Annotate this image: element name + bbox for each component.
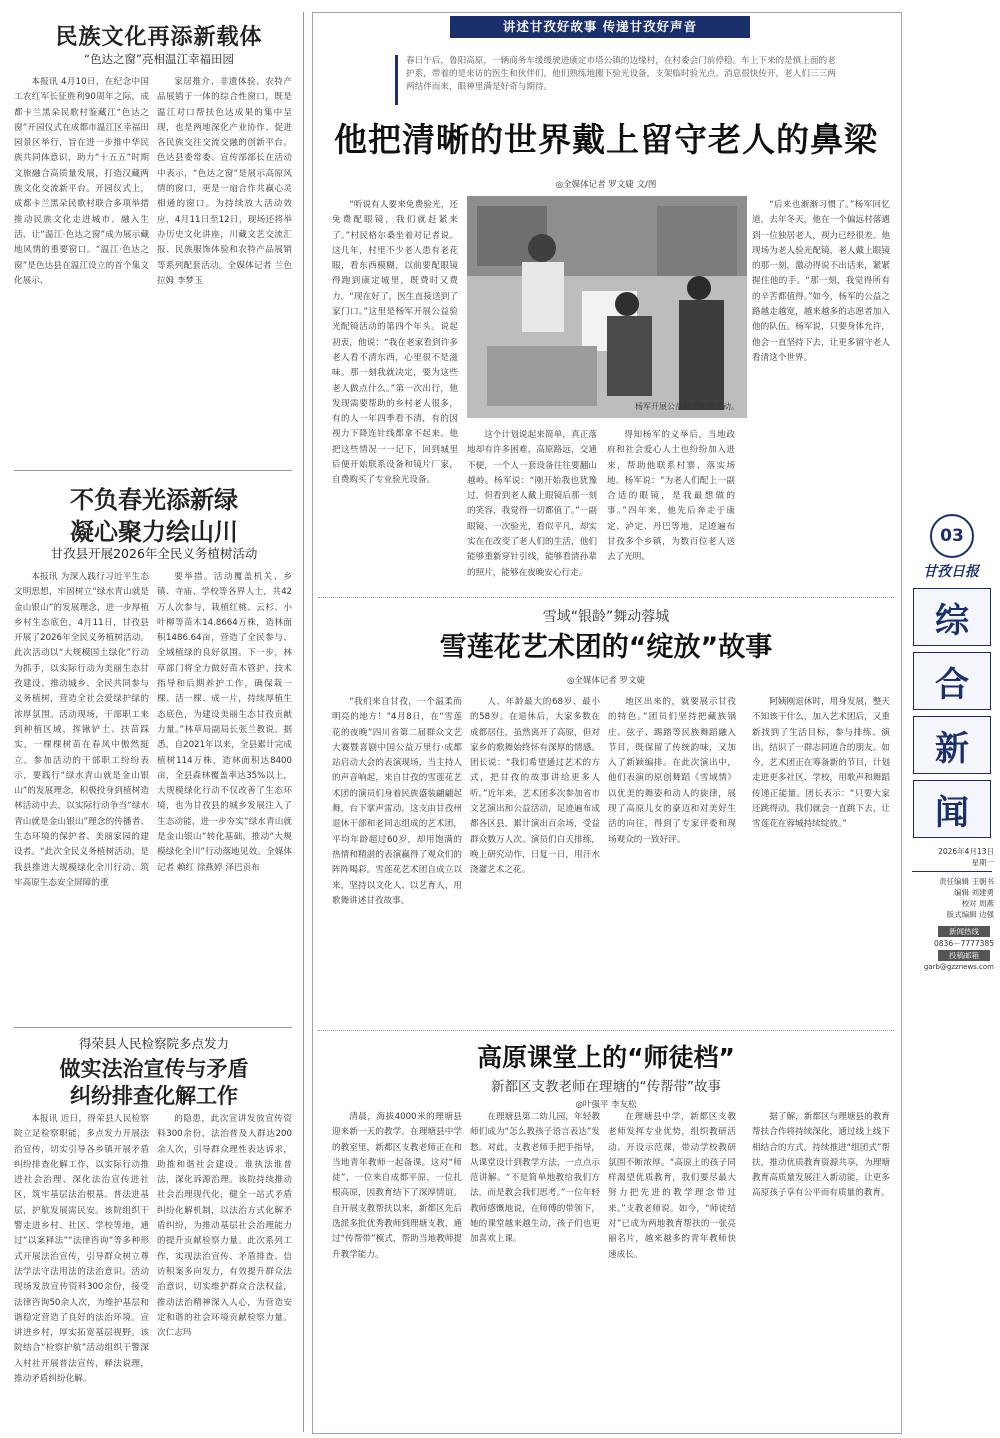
story3-byline: ◎叶强平 李友松 (575, 1100, 637, 1110)
article-body-col1: 本报讯 近日，得荣县人民检察院立足检察职能，多点发力开展法治宣传，切实引导各乡镇开展矛盾纠纷排查化解工作，以实际行动推进社会治理、深化法治宣传进社区，筑牢基层法治根基。普法进基层，护航发展需民安。该院组织干警走进乡村、社区、学校等地，通过“以案释法”“法律咨询”等多种形式开展法治宣传，引导群众树立尊法学法守法用法的法治意识。活动现场发放宣传资料300余份，接受法律咨询50余人次，为维护基层和谐稳定营造了良好的法治环境。宣讲进乡村，厚实拓宽基层视野。该院结合“检察护航”活动组织干警深入村社开展普法宣传，释法说理，推动矛盾纠纷化解。 (14, 1114, 149, 1385)
email-address: garb@gzznews.com (923, 963, 994, 971)
issue-date: 2026年4月13日 (938, 847, 994, 856)
story-photo (467, 196, 747, 418)
hotline-number: 0836－7777385 (934, 939, 994, 948)
story3-col-d: 据了解，新都区与理塘县的教育帮扶合作将持续深化，通过线上线下相结合的方式，持续推进“组团式”帮扶，推动优质教育资源共享，为理塘教育高质量发展注入新动能，让更多高原孩子享有公平而有质量的教育。 (752, 1112, 890, 1199)
story3-subtitle: 新都区支教老师在理塘的“传帮带”故事 (491, 1079, 721, 1095)
article-body-col2: 家居推介、非遗体验、农特产品展销于一体的综合性窗口，既是温江对口帮扶色达成果的集中呈现，也是两地深化产业协作、促进各民族交往交流交融的创新平台。色达县委常委、宣传部部长在活动中表示，“色达之窗”是展示高原风情的窗口，更是一扇合作共赢心灵相通的窗口。为持续放大活动效应，4月11日至12日，现场还将举办历史文化讲座，川藏文艺交流汇报、民族服饰体验和农特产品展销等系列配套活动。全媒体记者 兰色拉姆 李梦玉 (157, 77, 292, 286)
story2-col-a: “我们来自甘孜，一个温柔而明亮的地方！”4月8日，在“雪莲花的夜晚”四川省第二届群众文艺大赛暨喜剧中国公益万里行·成都站启动大会的表演现场，当主持人的声音响起，来自甘孜的雪莲花艺术团的演员们身着民族盛装翩翩起舞，台下掌声雷动。这支由甘孜州退休干部和老同志组成的艺术团，平均年龄超过60岁，却用饱满的热情和精湛的表演赢得了观众们的阵阵喝彩。雪莲花艺术团自成立以来，坚持以文化人、以艺育人，用歌舞讲述甘孜故事。 (332, 697, 462, 906)
story3-headline: 高原课堂上的“师徒档” (477, 1043, 735, 1072)
story2-col-b: 人、年龄最大的68岁、最小的58岁。在退休后，大家多数在成都居住，虽然离开了高原，但对家乡的歌舞始终怀有深厚的情感。团长说：“我们希望通过艺术的方式，把甘孜的故事讲给更多人听。”近年来，艺术团多次参加省市文艺演出和公益活动，足迹遍布成都各区县，累计演出百余场，受益群众数万人次。演员们白天排练，晚上研究动作，日复一日，用汗水浇灌艺术之花。 (470, 697, 600, 876)
column-divider (303, 12, 304, 1432)
main-story-col-b: 这个计划说起来简单，真正落地却有许多困难，高原路远，交通不便，一个人一套设备往往要翻山越岭。杨军说：“刚开始我也犹豫过，但看到老人戴上眼镜后那一刻的笑容，我觉得一切都值了。”一副眼镜、一次验光，看似平凡，却实实在在改变了老人们的生活，他们能够重新穿针引线，能够看清孙辈的照片，能够在夜晚安心行走。 (467, 430, 597, 578)
intro-paragraph: 春日午后，鲁阳高原，一辆商务车缓缓驶进康定市塔公镇的边缘村，在村委会门前停稳。车上下来的是慎上面的老护系，带着的是来访的医生和伙伴们，他们熟练地搬下验光设备，支架临时验光点。消息很快传开，老人们三三两两结伴而来，眼神里满是好奇与期待。 (395, 55, 836, 105)
article-title-tree-planting-2: 凝心聚力绘山川 (70, 518, 238, 546)
divider (318, 597, 894, 598)
main-story-col-d: “后来也渐渐习惯了。”杨军回忆道，去年冬天，他在一个偏远村落遇到一位独居老人，视力已经很差。他现场为老人验光配镜，老人戴上眼镜的那一刻，激动得说不出话来，紧紧握住他的手。“那一刻，我觉得所有的辛苦都值得。”如今，杨军的公益之路越走越宽，越来越多的志愿者加入他的队伍。杨军说，只要身体允许，他会一直坚持下去，让更多留守老人看清这个世界。 (752, 200, 890, 363)
page-number: 03 (930, 514, 974, 558)
main-headline: 他把清晰的世界戴上留守老人的鼻梁 (334, 120, 878, 159)
article-body-col2: 要举措。活动覆盖机关、乡镇、寺庙、学校等各界人士，共42万人次参与，栽植红桃、云杉、小叶柳等苗木14.8664万株，造林面积1486.64亩，营造了全民参与、全域植绿的良好氛围。下一步，林草部门将全力做好苗木管护、技术指导和后期养护工作，确保栽一棵、活一棵、成一片，持续厚植生态底色，为建设美丽生态甘孜贡献力量。”林草局副局长张兰教说。据悉，自2021年以来，全县累计完成植树114万株，造林面积达8400亩，全县森林覆盖率达35%以上，大规模绿化行动不仅改善了生态环境，也为甘孜县的城乡发展注入了生态动能，进一步夯实“绿水青山就是金山银山”转化基础，推动“大规模绿化全川”行动落地见效。全媒体记者 赖红 徐燕婷 泽巴贡布 (157, 572, 292, 873)
divider (14, 1027, 292, 1028)
section-char-2: 合 (913, 652, 991, 710)
story3-col-c: 在理塘县中学，新都区支教老师发挥专业优势，组织教研活动、开设示范课，带动学校教研氛围不断浓厚。“高原上的孩子同样渴望优质教育，我们要尽最大努力把先进的教学理念带过来。”支教老师说。如今，“师徒结对”已成为两地教育帮扶的一张亮丽名片，越来越多的青年教师快速成长。 (608, 1112, 736, 1260)
divider (318, 1030, 894, 1031)
photo-caption: 杨军开展公益验光配镜活动。 (635, 402, 739, 411)
divider (912, 871, 992, 872)
story3-col-b: 在理塘县第二幼儿园，年轻教师们成为“怎么教孩子语言表达”发愁。对此，支教老师手把手指导，从课堂设计到教学方法，一点点示范讲解。“不是简单地教给我们方法，而是教会我们思考。”一位年轻教师感慨地说，在师傅的带领下，她的课堂越来越生动，孩子们也更加喜欢上课。 (470, 1112, 600, 1245)
main-story-col-c: 得知杨军的义举后，当地政府和社会爱心人士也纷纷加入进来，帮助他联系村寨、落实场地。杨军说：“为老人们配上一副合适的眼镜，是我最想做的事。”四年来，他先后奔走于康定、泸定、丹巴等地，足迹遍布甘孜多个乡镇，为数百位老人送去了光明。 (607, 430, 735, 563)
story3-col-a: 清晨，海拔4000米的理塘县迎来新一天的教学。在理塘县中学的教室里，新都区支教老师正在和当地青年教师一起备课。这对“师徒”，一位来自成都平原，一位扎根高原，因教育结下了深厚情谊。自开展支教帮扶以来，新都区先后选派多批优秀教师到理塘支教，通过“传帮带”模式，帮助当地教师提升教学能力。 (332, 1112, 462, 1260)
editor-line: 版式编辑 边强 (946, 910, 994, 919)
hotline-label: 新闻热线 (938, 926, 990, 937)
issue-weekday: 星期一 (971, 858, 994, 867)
story2-col-d: 阿姨刚退休时，用身发展，整天不知该干什么，加入艺术团后，又重新找到了生活目标，参与排练、演出，结识了一群志同道合的朋友。如今，艺术团正在筹备新的节目，计划走进更多社区、学校，用歌声和舞蹈传递正能量。团长表示：“只要大家还跳得动，我们就会一直跳下去，让雪莲花在蓉城持续绽放。” (752, 697, 890, 830)
newspaper-logo: 甘孜日报 (923, 564, 979, 580)
article-title-procuratorate-1: 做实法治宣传与矛盾 (59, 1057, 249, 1081)
article-subtitle-ethnic-culture: “色达之窗”亮相温江幸福田园 (84, 52, 234, 66)
section-char-1: 综 (913, 588, 991, 646)
email-label: 投稿邮箱 (938, 950, 990, 961)
article-title-tree-planting-1: 不负春光添新绿 (70, 486, 238, 514)
main-story-col-a: “听说有人要来免费验光，还免费配眼镜，我们就赶紧来了。”村民格尔桑坐着对记者说。这几年，村里不少老人患有老花眼，看东西模糊，以前要配眼镜得跑到康定城里，既费时又费力。“现在好了，医生直接送到了家门口。”这里是杨军开展公益验光配镜活动的第四个年头。说起初衷，他说：“我在老家看到许多老人看不清东西，心里很不是滋味。那一刻我就决定，要为这些老人做点什么。”第一次出行，他发现需要帮助的乡村老人很多，有的人一年四季看不清，有的因视力下降连针线都拿不起来。他把这些情况一一记下，回到城里后便开始联系设备和镜片厂家，自费购买了专业验光设备。 (332, 200, 458, 486)
story2-byline: ◎全媒体记者 罗文婕 (566, 676, 646, 686)
article-title-procuratorate-2: 纠纷排查化解工作 (70, 1084, 238, 1108)
article-body-col1: 本报讯 为深入践行习近平生态文明思想，牢固树立“绿水青山就是金山银山”的发展理念，进一步厚植乡村生态底色，4月11日，甘孜县开展了2026年全民义务植树活动。此次活动以“大规模国土绿化”行动为抓手，以实际行动为美丽生态甘孜建设、推动城乡、全民共同参与义务植树，营造全社会爱绿护绿的浓厚氛围。活动现场，干部职工来到种植区域，挥锹铲土、扶苗踩实，一棵棵树苗在春风中傲然挺立。参加活动的干部职工纷纷表示，要践行“绿水青山就是金山银山”的发展理念，积极投身到植树造林活动中去，以实际行动争当“绿水青山就是金山银山”理念的传播者、生态环境的保护者、美丽家园的建设者。“此次全民义务植树活动，是我县推进大规模绿化全川行动、筑牢高原生态安全屏障的重 (14, 572, 149, 888)
banner: 讲述甘孜好故事 传递甘孜好声音 (450, 16, 750, 38)
section-char-4: 闻 (913, 780, 991, 838)
editor-line: 校对 周燕 (961, 899, 994, 908)
article-kicker-procuratorate: 得荣县人民检察院多点发力 (78, 1036, 229, 1051)
photo-illustration (467, 196, 747, 418)
story2-kicker: 雪域“银龄”舞动蓉城 (542, 609, 670, 625)
article-body-col2: 的隐患，此次宣讲发放宣传资料300余份，法治普及人群达200余人次，引导群众理性表达诉求，助推和谐社会建设。谁执法谁普法，深化诉源治理。该院持续推动社会治理现代化，健全一站式矛盾纠纷化解机制，以法治方式化解矛盾纠纷，为推动基层社会治理能力的提升贡献检察力量。此次系列工作，实现法治宣传、矛盾排查、信访积案多向发力，有效提升群众法治意识，切实维护群众合法权益，推动法治精神深入人心，为营造安定和谐的社会环境贡献检察力量。次仁志玛 (157, 1114, 292, 1339)
story2-col-c: 地区出来的，就要展示甘孜的特色。”团员们坚持把藏族锅庄、弦子、踢踏等民族舞蹈融入节目，既保留了传统韵味，又加入了新颖编排。在此次演出中，他们表演的原创舞蹈《雪域情》以优美的舞姿和动人的旋律，展现了高原儿女的豪迈和对美好生活的向往，得到了专家评委和现场观众的一致好评。 (608, 697, 736, 845)
section-char-3: 新 (913, 716, 991, 774)
editor-line: 编辑 刘建勇 (954, 888, 994, 897)
article-title-ethnic-culture: 民族文化再添新载体 (55, 25, 263, 50)
story2-headline: 雪莲花艺术团的“绽放”故事 (439, 632, 773, 663)
article-body-col1: 本报讯 4月10日，在纪念中国工农红军长征胜利90周年之际，成都卡兰黑朵民歌村鉴藏江“色达之窗”开园仪式在成都市温江区幸福田园景区举行，旨在进一步推中华民族共同体意识，助力“十五五”时期文旅融合高质量发展，打造汉藏两族文化交流新平台。开园仪式上，成都卡兰黑朵民歌村联合多项举措推动民族文化走进城市、融入生活，让“温江·色达之窗”成为展示藏地风情的重要窗口。“温江·色达之窗”是色达县在温江设立的首个集文化展示、 (14, 77, 149, 286)
editor-line: 责任编辑 王朝书 (939, 877, 994, 886)
article-subtitle-tree-planting: 甘孜县开展2026年全民义务植树活动 (50, 546, 258, 561)
divider (14, 470, 292, 471)
main-byline: ◎全媒体记者 罗文婕 文/图 (555, 180, 657, 190)
